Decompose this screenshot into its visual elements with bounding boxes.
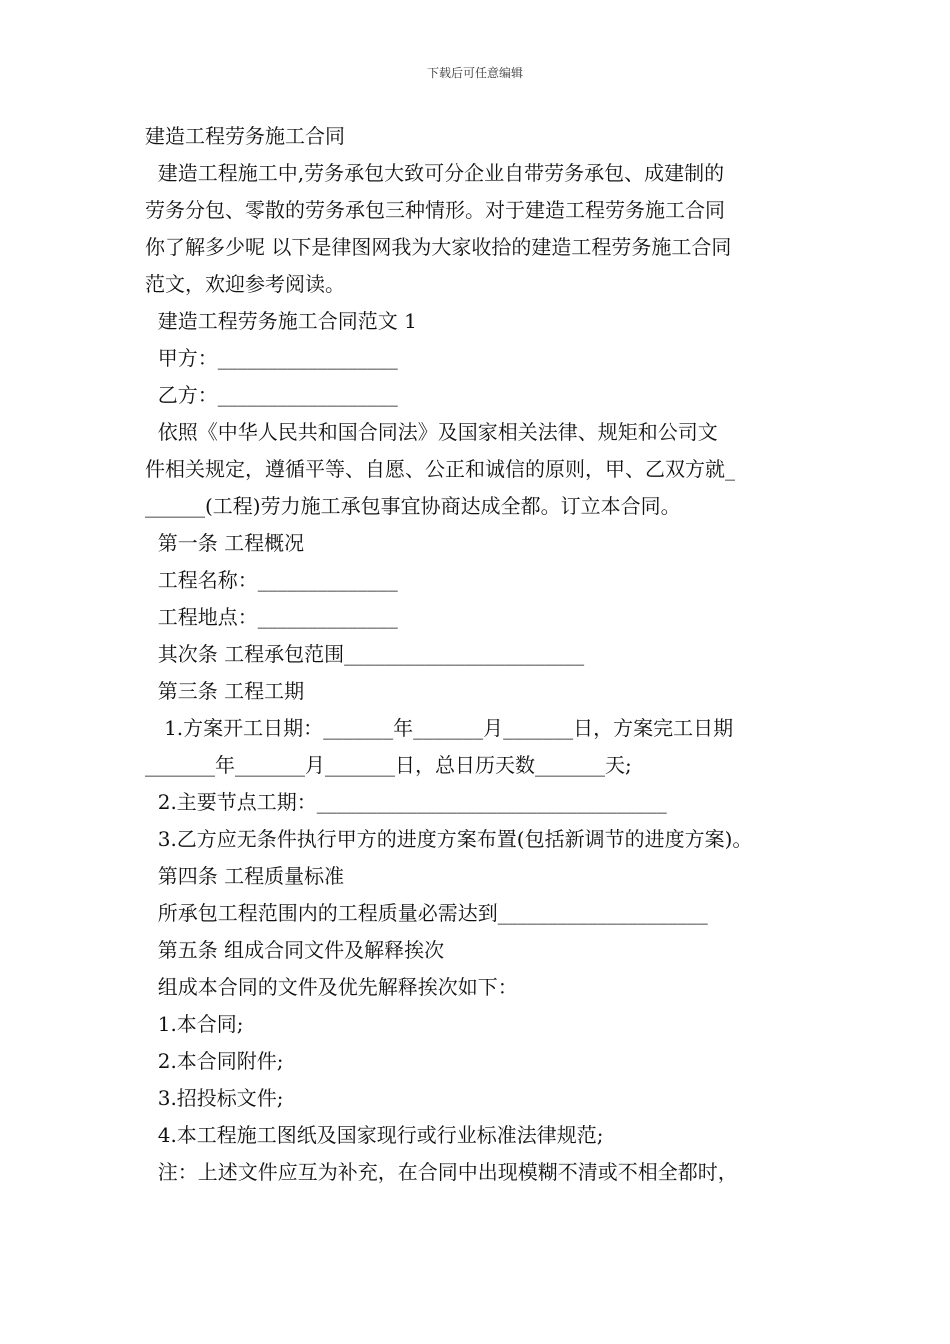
paragraph-line: _______年_______月_______日，总日历天数_______天;: [145, 753, 632, 777]
page-header: 下载后可任意编辑: [426, 66, 523, 80]
party-a-field: 甲方：__________________: [145, 346, 398, 370]
section-heading: 建造工程劳务施工合同范文 1: [145, 309, 417, 333]
paragraph-line: 依照《中华人民共和国合同法》及国家相关法律、规矩和公司文: [145, 420, 718, 444]
list-item: 1.本合同;: [145, 1012, 244, 1036]
paragraph-line: 2.主要节点工期：___________________________________: [145, 790, 667, 814]
intro-line: 你了解多少呢 以下是律图网我为大家收拾的建造工程劳务施工合同: [145, 235, 732, 259]
list-item: 4.本工程施工图纸及国家现行或行业标准法律规范;: [145, 1123, 604, 1147]
party-b-field: 乙方：__________________: [145, 383, 398, 407]
project-name-field: 工程名称：______________: [145, 568, 398, 592]
paragraph-line: ______(工程)劳力施工承包事宜协商达成全都。订立本合同。: [145, 494, 681, 518]
intro-line: 建造工程施工中,劳务承包大致可分企业自带劳务承包、成建制的: [145, 161, 725, 185]
intro-line: 劳务分包、零散的劳务承包三种情形。对于建造工程劳务施工合同: [145, 198, 725, 222]
article-heading: 第四条 工程质量标准: [145, 864, 345, 888]
list-item: 3.招投标文件;: [145, 1086, 284, 1110]
paragraph-line: 所承包工程范围内的工程质量必需达到_____________________: [145, 901, 708, 925]
paragraph-line: 3.乙方应无条件执行甲方的进度方案布置(包括新调节的进度方案)。: [145, 827, 753, 851]
document-title: 建造工程劳务施工合同: [145, 124, 345, 148]
list-item: 2.本合同附件;: [145, 1049, 284, 1073]
project-location-field: 工程地点：______________: [145, 605, 398, 629]
document-body: [145, 118, 810, 1191]
article-heading: 其次条 工程承包范围________________________: [145, 642, 585, 666]
paragraph-line: 组成本合同的文件及优先解释挨次如下：: [145, 975, 518, 999]
article-heading: 第一条 工程概况: [145, 531, 305, 555]
paragraph-line: 1.方案开工日期：_______年_______月_______日，方案完工日期: [145, 716, 734, 740]
article-heading: 第五条 组成合同文件及解释挨次: [145, 938, 445, 962]
intro-line: 范文，欢迎参考阅读。: [145, 272, 345, 296]
paragraph-line: 注：上述文件应互为补充，在合同中出现模糊不清或不相全都时，: [145, 1160, 738, 1184]
article-heading: 第三条 工程工期: [145, 679, 305, 703]
paragraph-line: 件相关规定，遵循平等、自愿、公正和诚信的原则，甲、乙双方就_: [145, 457, 735, 481]
